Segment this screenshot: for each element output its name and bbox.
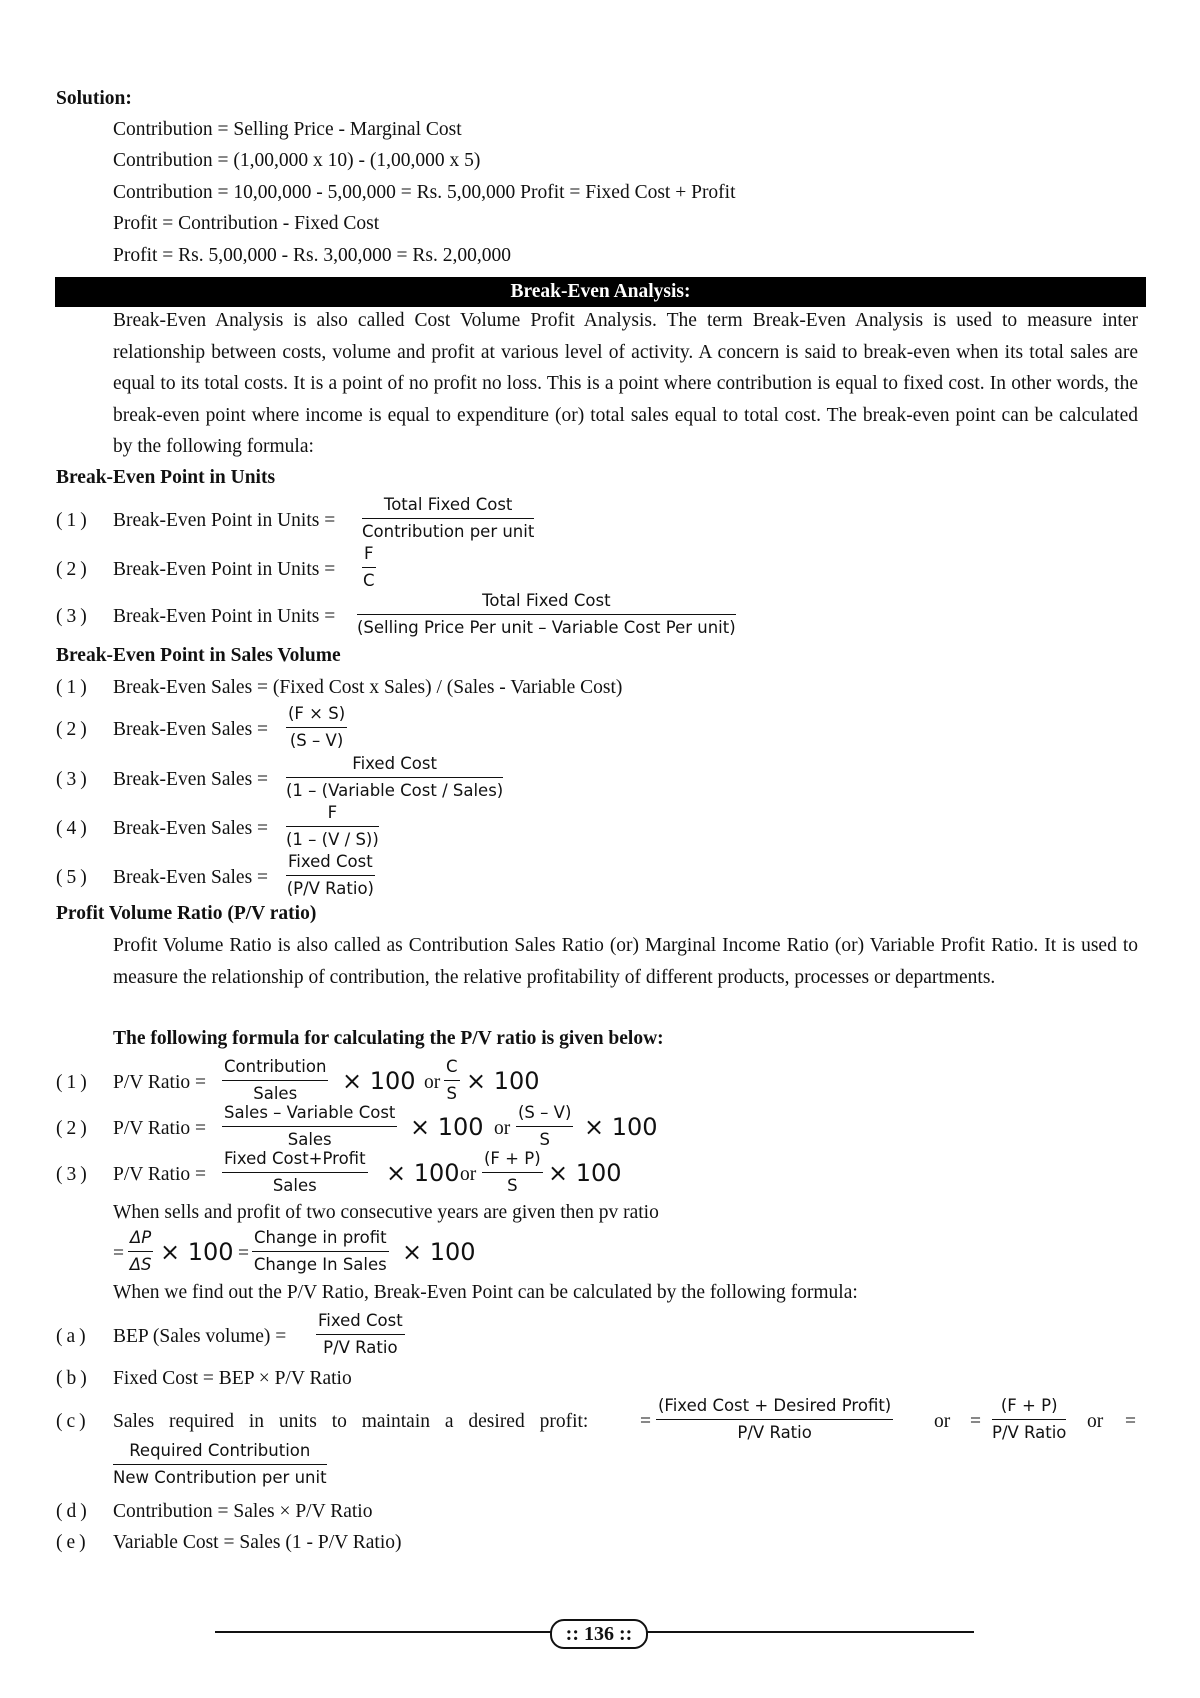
fraction-numerator: (Fixed Cost + Desired Profit): [656, 1395, 893, 1420]
sales-item-4-number: (4): [56, 818, 91, 839]
pv-formula-3-number: (3): [56, 1164, 91, 1185]
fraction-numerator: Change in profit: [252, 1227, 389, 1252]
equals-sign: =: [970, 1411, 981, 1432]
equals-sign: =: [238, 1243, 249, 1264]
fraction-numerator: (F + P): [992, 1395, 1066, 1420]
sales-item-1-number: (1): [56, 677, 91, 698]
pv-formula-1-fraction-alt: [444, 1056, 460, 1105]
solution-line-2: Contribution = (1,00,000 x 10) - (1,00,000 x 5): [113, 150, 481, 171]
fraction-denominator: New Contribution per unit: [113, 1468, 327, 1487]
or-text: or: [424, 1072, 441, 1093]
fraction-numerator: Sales – Variable Cost: [222, 1102, 397, 1127]
break-even-paragraph: Break-Even Analysis is also called Cost Volume Profit Analysis. The term Break-Even Analysis is used to measure inter relationship between costs, volume and profit at various level of activity. A concern is said to break-even when its total sales are equal to its total costs. It is a point of no profit no loss. This is a point where contribution is equal to fixed cost. In other words, the break-even point where income is equal to expenditure (or) total sales equal to total cost. The break-even point can be calculated by the following formula:: [113, 310, 1138, 458]
solution-line-1: Contribution = Selling Price - Marginal Cost: [113, 119, 462, 140]
fraction-numerator: Fixed Cost: [286, 753, 503, 778]
item-a-number: (a): [56, 1326, 90, 1347]
fraction-denominator: Sales: [287, 1130, 332, 1149]
fraction-denominator: ΔS: [129, 1255, 152, 1274]
times-100: × 100: [466, 1067, 540, 1095]
fraction-numerator: ΔP: [128, 1227, 153, 1252]
units-item-2-fraction: [362, 543, 376, 592]
units-item-1-label: Break-Even Point in Units =: [113, 510, 336, 531]
fraction-numerator: Fixed Cost: [286, 851, 375, 876]
units-item-3-number: (3): [56, 606, 91, 627]
pv-formula-heading: The following formula for calculating the P/V ratio is given below:: [113, 1028, 664, 1049]
fraction-denominator: Sales: [253, 1084, 298, 1103]
fraction-denominator: P/V Ratio: [992, 1423, 1067, 1442]
fraction-numerator: Required Contribution: [113, 1440, 327, 1465]
item-b-label: Fixed Cost = BEP × P/V Ratio: [113, 1368, 352, 1389]
fraction-numerator: Fixed Cost: [316, 1310, 405, 1335]
pv-formula-1-label: P/V Ratio =: [113, 1072, 206, 1093]
times-100: × 100: [386, 1159, 460, 1187]
fraction-denominator: (Selling Price Per unit – Variable Cost Per unit): [357, 618, 736, 637]
fraction-numerator: F: [286, 802, 379, 827]
sales-item-2-fraction: [286, 703, 347, 752]
fraction-numerator: Total Fixed Cost: [357, 590, 736, 615]
fraction-denominator: C: [362, 571, 375, 590]
fraction-denominator: P/V Ratio: [737, 1423, 812, 1442]
bep-intro-text: When we find out the P/V Ratio, Break-Even Point can be calculated by the following formula:: [113, 1282, 858, 1303]
consecutive-years-text: When sells and profit of two consecutive years are given then pv ratio: [113, 1202, 659, 1223]
fraction-denominator: S: [507, 1176, 518, 1195]
fraction-denominator: Change In Sales: [253, 1255, 387, 1274]
item-d-number: (d): [56, 1501, 91, 1522]
sales-item-4-fraction: [286, 802, 379, 851]
units-heading: Break-Even Point in Units: [56, 467, 276, 488]
fraction-denominator: P/V Ratio: [323, 1338, 398, 1357]
footer-rule-right: [644, 1631, 974, 1633]
section-banner-break-even-analysis: Break-Even Analysis:: [55, 277, 1146, 307]
fraction-numerator: Fixed Cost+Profit: [222, 1148, 368, 1173]
solution-line-5: Profit = Rs. 5,00,000 - Rs. 3,00,000 = Rs. 2,00,000: [113, 245, 511, 266]
fraction-numerator: C: [444, 1056, 460, 1081]
sales-item-5-number: (5): [56, 867, 91, 888]
or-text: or: [460, 1164, 477, 1185]
fraction-denominator: Contribution per unit: [362, 522, 535, 541]
times-100: × 100: [584, 1113, 658, 1141]
or-text: or: [934, 1411, 951, 1432]
sales-item-3-number: (3): [56, 769, 91, 790]
footer-rule-left: [215, 1631, 552, 1633]
item-a-label: BEP (Sales volume) =: [113, 1326, 287, 1347]
sales-item-4-label: Break-Even Sales =: [113, 818, 269, 839]
pv-heading: Profit Volume Ratio (P/V ratio): [56, 903, 317, 924]
units-item-3-fraction: [357, 590, 736, 639]
times-100: × 100: [342, 1067, 416, 1095]
pv-formula-3-label: P/V Ratio =: [113, 1164, 206, 1185]
times-100: × 100: [548, 1159, 622, 1187]
change-fraction: [252, 1227, 389, 1276]
units-item-3-label: Break-Even Point in Units =: [113, 606, 336, 627]
sales-heading: Break-Even Point in Sales Volume: [56, 645, 341, 666]
item-c-label: Sales required in units to maintain a desired profit:: [113, 1411, 589, 1432]
item-a-fraction: [316, 1310, 405, 1359]
fraction-denominator: (S – V): [289, 731, 344, 750]
times-100: × 100: [410, 1113, 484, 1141]
pv-formula-2-fraction-alt: [516, 1102, 573, 1151]
pv-formula-2-label: P/V Ratio =: [113, 1118, 206, 1139]
pv-formula-1-fraction: [222, 1056, 328, 1105]
solution-line-4: Profit = Contribution - Fixed Cost: [113, 213, 380, 234]
sales-item-2-label: Break-Even Sales =: [113, 719, 269, 740]
fraction-denominator: (1 – (Variable Cost / Sales): [286, 781, 504, 800]
fraction-denominator: S: [539, 1130, 550, 1149]
units-item-1-number: (1): [56, 510, 91, 531]
sales-item-5-label: Break-Even Sales =: [113, 867, 269, 888]
sales-item-5-fraction: [286, 851, 375, 900]
units-item-1-fraction: [362, 494, 534, 543]
fraction-numerator: F: [362, 543, 376, 568]
item-e-label: Variable Cost = Sales (1 - P/V Ratio): [113, 1532, 402, 1553]
fraction-numerator: (F + P): [482, 1148, 543, 1173]
times-100: × 100: [402, 1238, 476, 1266]
pv-formula-3-fraction-alt: [482, 1148, 543, 1197]
item-e-number: (e): [56, 1532, 90, 1553]
units-item-2-label: Break-Even Point in Units =: [113, 559, 336, 580]
fraction-denominator: S: [446, 1084, 457, 1103]
solution-line-3: Contribution = 10,00,000 - 5,00,000 = Rs. 5,00,000 Profit = Fixed Cost + Profit: [113, 182, 736, 203]
sales-item-1-label: Break-Even Sales = (Fixed Cost x Sales) / (Sales - Variable Cost): [113, 677, 623, 698]
pv-formula-2-number: (2): [56, 1118, 91, 1139]
sales-item-3-fraction: [286, 753, 503, 802]
pv-formula-1-number: (1): [56, 1072, 91, 1093]
fraction-denominator: (P/V Ratio): [286, 879, 374, 898]
fraction-denominator: (1 – (V / S)): [286, 830, 379, 849]
item-c-number: (c): [56, 1411, 90, 1432]
sales-item-2-number: (2): [56, 719, 91, 740]
page-number: :: 136 ::: [550, 1619, 648, 1649]
item-d-label: Contribution = Sales × P/V Ratio: [113, 1501, 373, 1522]
item-c-fraction-3: [113, 1440, 327, 1489]
fraction-numerator: Total Fixed Cost: [362, 494, 534, 519]
equals-sign: =: [1125, 1411, 1136, 1432]
pv-formula-2-fraction: [222, 1102, 397, 1151]
pv-formula-3-fraction: [222, 1148, 368, 1197]
item-c-fraction-1: [656, 1395, 893, 1444]
item-c-fraction-2: [992, 1395, 1066, 1444]
fraction-numerator: (F × S): [286, 703, 347, 728]
units-item-2-number: (2): [56, 559, 91, 580]
or-text: or: [494, 1118, 511, 1139]
equals-sign: =: [113, 1243, 124, 1264]
times-100: × 100: [160, 1238, 234, 1266]
or-text: or: [1087, 1411, 1104, 1432]
equals-sign: =: [640, 1411, 651, 1432]
fraction-numerator: (S – V): [516, 1102, 573, 1127]
sales-item-3-label: Break-Even Sales =: [113, 769, 269, 790]
fraction-denominator: Sales: [272, 1176, 317, 1195]
fraction-numerator: Contribution: [222, 1056, 328, 1081]
solution-heading: Solution:: [56, 88, 132, 109]
pv-paragraph: Profit Volume Ratio is also called as Contribution Sales Ratio (or) Marginal Income Ratio (or) Variable Profit Ratio. It is used to measure the relationship of contribution, the relative profitability of different products, processes or departments.: [113, 935, 1138, 988]
delta-fraction: [128, 1227, 153, 1276]
item-b-number: (b): [56, 1368, 91, 1389]
